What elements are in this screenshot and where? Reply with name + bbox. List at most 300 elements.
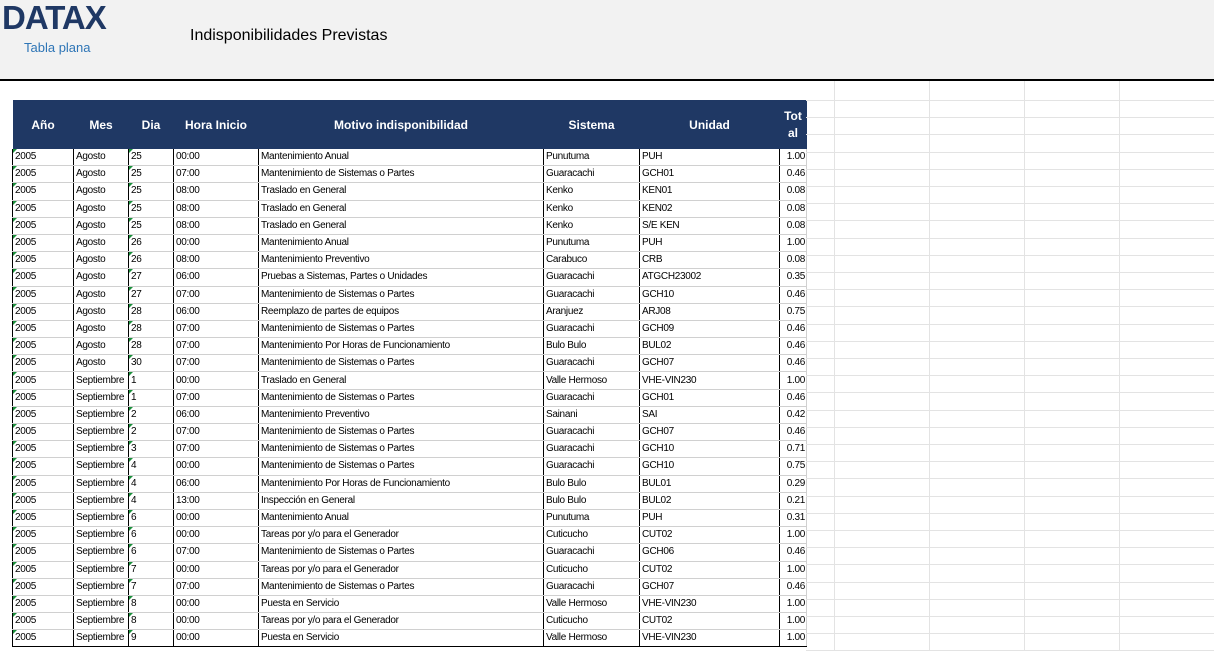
- table-row[interactable]: [13, 475, 807, 492]
- cell-start-time[interactable]: 00:00: [174, 149, 259, 166]
- cell-start-time[interactable]: 07:00: [174, 338, 259, 355]
- cell-reason[interactable]: Reemplazo de partes de equipos: [259, 303, 544, 320]
- cell-system[interactable]: Punutuma: [544, 149, 640, 166]
- cell-unit[interactable]: PUH: [640, 149, 780, 166]
- cell-month[interactable]: Agosto: [74, 303, 129, 320]
- cell-start-time[interactable]: 07:00: [174, 389, 259, 406]
- table-row[interactable]: [13, 200, 807, 217]
- cell-start-time[interactable]: 00:00: [174, 561, 259, 578]
- cell-year[interactable]: 2005: [13, 406, 74, 423]
- cell-total[interactable]: 0.46: [780, 578, 807, 595]
- gridline: [1024, 81, 1025, 651]
- cell-month[interactable]: Agosto: [74, 217, 129, 234]
- cell-day[interactable]: 25: [129, 166, 174, 183]
- cell-system[interactable]: Aranjuez: [544, 303, 640, 320]
- cell-month[interactable]: Septiembre: [74, 595, 129, 612]
- cell-system[interactable]: Valle Hermoso: [544, 595, 640, 612]
- cell-reason[interactable]: Mantenimiento Por Horas de Funcionamiento: [259, 475, 544, 492]
- table-row[interactable]: [13, 166, 807, 183]
- cell-start-time[interactable]: 00:00: [174, 458, 259, 475]
- cell-reason[interactable]: Mantenimiento Anual: [259, 234, 544, 251]
- cell-unit[interactable]: VHE-VIN230: [640, 595, 780, 612]
- cell-month[interactable]: Septiembre: [74, 544, 129, 561]
- cell-month[interactable]: Agosto: [74, 320, 129, 337]
- cell-system[interactable]: Kenko: [544, 217, 640, 234]
- cell-reason[interactable]: Mantenimiento de Sistemas o Partes: [259, 424, 544, 441]
- table-row[interactable]: [13, 406, 807, 423]
- cell-year[interactable]: 2005: [13, 149, 74, 166]
- cell-month[interactable]: Agosto: [74, 183, 129, 200]
- cell-start-time[interactable]: 07:00: [174, 578, 259, 595]
- cell-system[interactable]: Cuticucho: [544, 561, 640, 578]
- cell-reason[interactable]: Mantenimiento Preventivo: [259, 406, 544, 423]
- cell-system[interactable]: Cuticucho: [544, 527, 640, 544]
- cell-month[interactable]: Agosto: [74, 252, 129, 269]
- table-row[interactable]: [13, 234, 807, 251]
- cell-unit[interactable]: GCH09: [640, 320, 780, 337]
- cell-start-time[interactable]: 13:00: [174, 492, 259, 509]
- gridline: [806, 117, 1214, 118]
- cell-system[interactable]: Guaracachi: [544, 578, 640, 595]
- cell-day[interactable]: 6: [129, 527, 174, 544]
- cell-year[interactable]: 2005: [13, 338, 74, 355]
- cell-year[interactable]: 2005: [13, 458, 74, 475]
- table-row[interactable]: [13, 424, 807, 441]
- cell-day[interactable]: 25: [129, 200, 174, 217]
- cell-reason[interactable]: Mantenimiento de Sistemas o Partes: [259, 544, 544, 561]
- cell-day[interactable]: 3: [129, 441, 174, 458]
- cell-system[interactable]: Guaracachi: [544, 355, 640, 372]
- table-row[interactable]: [13, 544, 807, 561]
- cell-unit[interactable]: VHE-VIN230: [640, 372, 780, 389]
- cell-month[interactable]: Septiembre: [74, 527, 129, 544]
- cell-month[interactable]: Agosto: [74, 234, 129, 251]
- cell-system[interactable]: Valle Hermoso: [544, 630, 640, 647]
- cell-unit[interactable]: KEN01: [640, 183, 780, 200]
- gridline: [806, 134, 1214, 135]
- cell-start-time[interactable]: 08:00: [174, 183, 259, 200]
- cell-system[interactable]: Valle Hermoso: [544, 372, 640, 389]
- cell-day[interactable]: 27: [129, 269, 174, 286]
- cell-year[interactable]: 2005: [13, 595, 74, 612]
- table-row[interactable]: [13, 303, 807, 320]
- cell-total[interactable]: 0.46: [780, 320, 807, 337]
- cell-system[interactable]: Sainani: [544, 406, 640, 423]
- cell-reason[interactable]: Mantenimiento de Sistemas o Partes: [259, 166, 544, 183]
- cell-year[interactable]: 2005: [13, 269, 74, 286]
- cell-unit[interactable]: CUT02: [640, 527, 780, 544]
- gridline: [806, 186, 1214, 187]
- cell-unit[interactable]: BUL02: [640, 338, 780, 355]
- col-header-reason[interactable]: Motivo indisponibilidad: [259, 100, 544, 149]
- table-row[interactable]: [13, 149, 807, 166]
- cell-reason[interactable]: Mantenimiento Anual: [259, 149, 544, 166]
- table-row[interactable]: [13, 372, 807, 389]
- table-row[interactable]: [13, 269, 807, 286]
- cell-day[interactable]: 2: [129, 406, 174, 423]
- cell-total[interactable]: 0.75: [780, 458, 807, 475]
- gridline: [806, 306, 1214, 307]
- cell-total[interactable]: 0.71: [780, 441, 807, 458]
- gridline: [806, 461, 1214, 462]
- table-row[interactable]: [13, 441, 807, 458]
- cell-reason[interactable]: Inspección en General: [259, 492, 544, 509]
- cell-year[interactable]: 2005: [13, 441, 74, 458]
- spreadsheet-area: [0, 81, 1214, 651]
- cell-system[interactable]: Guaracachi: [544, 286, 640, 303]
- cell-unit[interactable]: BUL02: [640, 492, 780, 509]
- col-header-month[interactable]: Mes: [74, 100, 129, 149]
- gridline: [806, 564, 1214, 565]
- gridline: [806, 530, 1214, 531]
- cell-system[interactable]: Bulo Bulo: [544, 475, 640, 492]
- cell-total[interactable]: 0.46: [780, 286, 807, 303]
- table-row[interactable]: [13, 527, 807, 544]
- cell-reason[interactable]: Mantenimiento de Sistemas o Partes: [259, 389, 544, 406]
- cell-year[interactable]: 2005: [13, 389, 74, 406]
- cell-system[interactable]: Guaracachi: [544, 166, 640, 183]
- cell-year[interactable]: 2005: [13, 183, 74, 200]
- cell-day[interactable]: 27: [129, 286, 174, 303]
- cell-unit[interactable]: ARJ08: [640, 303, 780, 320]
- cell-unit[interactable]: GCH07: [640, 424, 780, 441]
- cell-start-time[interactable]: 00:00: [174, 234, 259, 251]
- cell-year[interactable]: 2005: [13, 630, 74, 647]
- cell-day[interactable]: 26: [129, 252, 174, 269]
- cell-total[interactable]: 1.00: [780, 372, 807, 389]
- cell-system[interactable]: Guaracachi: [544, 458, 640, 475]
- cell-start-time[interactable]: 07:00: [174, 166, 259, 183]
- cell-start-time[interactable]: 06:00: [174, 269, 259, 286]
- table-row[interactable]: [13, 389, 807, 406]
- gridline: [806, 427, 1214, 428]
- col-header-total-line2: al: [787, 125, 798, 140]
- cell-unit[interactable]: SAI: [640, 406, 780, 423]
- cell-system[interactable]: Kenko: [544, 200, 640, 217]
- table-row[interactable]: [13, 613, 807, 630]
- table-row[interactable]: [13, 561, 807, 578]
- cell-reason[interactable]: Mantenimiento de Sistemas o Partes: [259, 441, 544, 458]
- cell-reason[interactable]: Mantenimiento de Sistemas o Partes: [259, 355, 544, 372]
- gridline: [806, 169, 1214, 170]
- table-row[interactable]: [13, 509, 807, 526]
- gridline: [806, 547, 1214, 548]
- cell-total[interactable]: 0.35: [780, 269, 807, 286]
- cell-reason[interactable]: Mantenimiento de Sistemas o Partes: [259, 320, 544, 337]
- cell-month[interactable]: Agosto: [74, 149, 129, 166]
- gridline: [806, 238, 1214, 239]
- cell-reason[interactable]: Tareas por y/o para el Generador: [259, 613, 544, 630]
- cell-year[interactable]: 2005: [13, 578, 74, 595]
- cell-reason[interactable]: Puesta en Servicio: [259, 630, 544, 647]
- table-row[interactable]: [13, 355, 807, 372]
- gridline: [806, 341, 1214, 342]
- cell-day[interactable]: 4: [129, 458, 174, 475]
- gridline: [806, 203, 1214, 204]
- cell-start-time[interactable]: 08:00: [174, 217, 259, 234]
- cell-day[interactable]: 2: [129, 424, 174, 441]
- cell-start-time[interactable]: 07:00: [174, 441, 259, 458]
- col-header-total[interactable]: [780, 100, 807, 149]
- cell-unit[interactable]: GCH06: [640, 544, 780, 561]
- cell-reason[interactable]: Traslado en General: [259, 372, 544, 389]
- cell-system[interactable]: Guaracachi: [544, 544, 640, 561]
- cell-system[interactable]: Guaracachi: [544, 424, 640, 441]
- cell-system[interactable]: Guaracachi: [544, 269, 640, 286]
- cell-start-time[interactable]: 08:00: [174, 200, 259, 217]
- cell-month[interactable]: Agosto: [74, 286, 129, 303]
- gridline: [806, 272, 1214, 273]
- cell-day[interactable]: 6: [129, 544, 174, 561]
- table-row[interactable]: [13, 286, 807, 303]
- cell-month[interactable]: Septiembre: [74, 406, 129, 423]
- cell-year[interactable]: 2005: [13, 613, 74, 630]
- cell-day[interactable]: 9: [129, 630, 174, 647]
- cell-year[interactable]: 2005: [13, 217, 74, 234]
- cell-system[interactable]: Guaracachi: [544, 389, 640, 406]
- cell-month[interactable]: Agosto: [74, 200, 129, 217]
- cell-month[interactable]: Septiembre: [74, 441, 129, 458]
- cell-day[interactable]: 28: [129, 303, 174, 320]
- cell-total[interactable]: 0.46: [780, 338, 807, 355]
- col-header-start-time[interactable]: Hora Inicio: [174, 100, 259, 149]
- cell-start-time[interactable]: 07:00: [174, 544, 259, 561]
- gridline: [806, 324, 1214, 325]
- gridline: [806, 496, 1214, 497]
- cell-day[interactable]: 30: [129, 355, 174, 372]
- table-row[interactable]: [13, 630, 807, 647]
- cell-year[interactable]: 2005: [13, 561, 74, 578]
- gridline: [806, 375, 1214, 376]
- cell-unit[interactable]: GCH07: [640, 578, 780, 595]
- col-header-day[interactable]: Dia: [129, 100, 174, 149]
- cell-system[interactable]: Kenko: [544, 183, 640, 200]
- cell-reason[interactable]: Traslado en General: [259, 183, 544, 200]
- cell-day[interactable]: 25: [129, 183, 174, 200]
- table-row[interactable]: [13, 458, 807, 475]
- cell-reason[interactable]: Puesta en Servicio: [259, 595, 544, 612]
- cell-reason[interactable]: Mantenimiento Por Horas de Funcionamiento: [259, 338, 544, 355]
- cell-total[interactable]: 0.29: [780, 475, 807, 492]
- cell-total[interactable]: 0.75: [780, 303, 807, 320]
- cell-day[interactable]: 1: [129, 389, 174, 406]
- cell-day[interactable]: 25: [129, 149, 174, 166]
- gridline: [806, 100, 1214, 101]
- cell-month[interactable]: Septiembre: [74, 578, 129, 595]
- cell-year[interactable]: 2005: [13, 355, 74, 372]
- cell-total[interactable]: 1.00: [780, 234, 807, 251]
- cell-start-time[interactable]: 07:00: [174, 320, 259, 337]
- cell-system[interactable]: Cuticucho: [544, 613, 640, 630]
- cell-total[interactable]: 0.31: [780, 509, 807, 526]
- cell-total[interactable]: 0.08: [780, 217, 807, 234]
- cell-total[interactable]: 0.08: [780, 183, 807, 200]
- cell-month[interactable]: Agosto: [74, 355, 129, 372]
- cell-unit[interactable]: CUT02: [640, 613, 780, 630]
- table-row[interactable]: [13, 595, 807, 612]
- cell-unit[interactable]: PUH: [640, 234, 780, 251]
- table-row[interactable]: [13, 338, 807, 355]
- cell-total[interactable]: 0.08: [780, 252, 807, 269]
- cell-year[interactable]: 2005: [13, 320, 74, 337]
- cell-month[interactable]: Septiembre: [74, 509, 129, 526]
- cell-system[interactable]: Bulo Bulo: [544, 338, 640, 355]
- cell-year[interactable]: 2005: [13, 509, 74, 526]
- cell-reason[interactable]: Tareas por y/o para el Generador: [259, 561, 544, 578]
- cell-month[interactable]: Septiembre: [74, 492, 129, 509]
- cell-day[interactable]: 7: [129, 578, 174, 595]
- cell-year[interactable]: 2005: [13, 372, 74, 389]
- gridline: [929, 81, 930, 651]
- cell-start-time[interactable]: 00:00: [174, 509, 259, 526]
- cell-unit[interactable]: S/E KEN: [640, 217, 780, 234]
- cell-month[interactable]: Septiembre: [74, 475, 129, 492]
- cell-year[interactable]: 2005: [13, 424, 74, 441]
- report-header: [0, 0, 1214, 81]
- cell-year[interactable]: 2005: [13, 303, 74, 320]
- cell-reason[interactable]: Traslado en General: [259, 200, 544, 217]
- cell-day[interactable]: 1: [129, 372, 174, 389]
- cell-start-time[interactable]: 06:00: [174, 406, 259, 423]
- table-row[interactable]: [13, 252, 807, 269]
- cell-month[interactable]: Agosto: [74, 166, 129, 183]
- cell-reason[interactable]: Mantenimiento de Sistemas o Partes: [259, 458, 544, 475]
- table-row[interactable]: [13, 217, 807, 234]
- cell-month[interactable]: Septiembre: [74, 372, 129, 389]
- cell-total[interactable]: 0.46: [780, 166, 807, 183]
- col-header-system[interactable]: Sistema: [544, 100, 640, 149]
- cell-reason[interactable]: Mantenimiento de Sistemas o Partes: [259, 286, 544, 303]
- gridline: [806, 616, 1214, 617]
- col-header-total-line1: Tot: [784, 108, 802, 123]
- cell-month[interactable]: Septiembre: [74, 613, 129, 630]
- cell-unit[interactable]: ATGCH23002: [640, 269, 780, 286]
- cell-year[interactable]: 2005: [13, 286, 74, 303]
- cell-total[interactable]: 0.42: [780, 406, 807, 423]
- cell-system[interactable]: Bulo Bulo: [544, 492, 640, 509]
- cell-total[interactable]: 1.00: [780, 561, 807, 578]
- gridline: [806, 633, 1214, 634]
- cell-system[interactable]: Guaracachi: [544, 320, 640, 337]
- cell-reason[interactable]: Mantenimiento de Sistemas o Partes: [259, 578, 544, 595]
- cell-total[interactable]: 0.46: [780, 544, 807, 561]
- cell-year[interactable]: 2005: [13, 544, 74, 561]
- cell-start-time[interactable]: 06:00: [174, 475, 259, 492]
- cell-system[interactable]: Guaracachi: [544, 441, 640, 458]
- cell-month[interactable]: Septiembre: [74, 424, 129, 441]
- cell-total[interactable]: 0.46: [780, 355, 807, 372]
- cell-total[interactable]: 0.21: [780, 492, 807, 509]
- cell-unit[interactable]: GCH10: [640, 286, 780, 303]
- cell-month[interactable]: Agosto: [74, 269, 129, 286]
- cell-year[interactable]: 2005: [13, 475, 74, 492]
- cell-year[interactable]: 2005: [13, 166, 74, 183]
- cell-total[interactable]: 1.00: [780, 595, 807, 612]
- cell-unit[interactable]: BUL01: [640, 475, 780, 492]
- cell-start-time[interactable]: 06:00: [174, 303, 259, 320]
- cell-total[interactable]: 0.46: [780, 389, 807, 406]
- cell-unit[interactable]: GCH10: [640, 458, 780, 475]
- cell-unit[interactable]: GCH07: [640, 355, 780, 372]
- cell-year[interactable]: 2005: [13, 492, 74, 509]
- table-row[interactable]: [13, 578, 807, 595]
- cell-reason[interactable]: Traslado en General: [259, 217, 544, 234]
- gridline: [806, 444, 1214, 445]
- cell-day[interactable]: 28: [129, 320, 174, 337]
- cell-unit[interactable]: GCH10: [640, 441, 780, 458]
- cell-start-time[interactable]: 00:00: [174, 527, 259, 544]
- cell-unit[interactable]: CUT02: [640, 561, 780, 578]
- cell-total[interactable]: 0.46: [780, 424, 807, 441]
- cell-unit[interactable]: VHE-VIN230: [640, 630, 780, 647]
- cell-system[interactable]: Punutuma: [544, 234, 640, 251]
- cell-total[interactable]: 1.00: [780, 149, 807, 166]
- cell-reason[interactable]: Tareas por y/o para el Generador: [259, 527, 544, 544]
- table-row[interactable]: [13, 183, 807, 200]
- cell-day[interactable]: 26: [129, 234, 174, 251]
- cell-start-time[interactable]: 07:00: [174, 286, 259, 303]
- cell-day[interactable]: 4: [129, 475, 174, 492]
- cell-unit[interactable]: KEN02: [640, 200, 780, 217]
- cell-unit[interactable]: GCH01: [640, 389, 780, 406]
- cell-day[interactable]: 28: [129, 338, 174, 355]
- cell-system[interactable]: Carabuco: [544, 252, 640, 269]
- cell-day[interactable]: 25: [129, 217, 174, 234]
- cell-month[interactable]: Septiembre: [74, 458, 129, 475]
- cell-year[interactable]: 2005: [13, 527, 74, 544]
- cell-unit[interactable]: GCH01: [640, 166, 780, 183]
- cell-month[interactable]: Septiembre: [74, 561, 129, 578]
- page-title: Indisponibilidades Previstas: [190, 27, 388, 44]
- cell-system[interactable]: Punutuma: [544, 509, 640, 526]
- cell-month[interactable]: Agosto: [74, 338, 129, 355]
- cell-year[interactable]: 2005: [13, 252, 74, 269]
- cell-day[interactable]: 8: [129, 613, 174, 630]
- col-header-unit[interactable]: Unidad: [640, 100, 780, 149]
- cell-unit[interactable]: PUH: [640, 509, 780, 526]
- cell-day[interactable]: 4: [129, 492, 174, 509]
- cell-month[interactable]: Septiembre: [74, 630, 129, 647]
- cell-total[interactable]: 0.08: [780, 200, 807, 217]
- cell-month[interactable]: Septiembre: [74, 389, 129, 406]
- cell-year[interactable]: 2005: [13, 200, 74, 217]
- cell-day[interactable]: 8: [129, 595, 174, 612]
- cell-year[interactable]: 2005: [13, 234, 74, 251]
- cell-total[interactable]: 1.00: [780, 630, 807, 647]
- cell-start-time[interactable]: 00:00: [174, 613, 259, 630]
- gridline: [806, 255, 1214, 256]
- col-header-year[interactable]: Año: [13, 100, 74, 149]
- cell-reason[interactable]: Mantenimiento Anual: [259, 509, 544, 526]
- cell-start-time[interactable]: 08:00: [174, 252, 259, 269]
- cell-reason[interactable]: Pruebas a Sistemas, Partes o Unidades: [259, 269, 544, 286]
- cell-day[interactable]: 6: [129, 509, 174, 526]
- table-row[interactable]: [13, 320, 807, 337]
- cell-start-time[interactable]: 07:00: [174, 424, 259, 441]
- cell-total[interactable]: 1.00: [780, 613, 807, 630]
- cell-start-time[interactable]: 00:00: [174, 372, 259, 389]
- cell-start-time[interactable]: 00:00: [174, 630, 259, 647]
- cell-total[interactable]: 1.00: [780, 527, 807, 544]
- gridline: [806, 289, 1214, 290]
- cell-reason[interactable]: Mantenimiento Preventivo: [259, 252, 544, 269]
- cell-unit[interactable]: CRB: [640, 252, 780, 269]
- gridline: [834, 81, 835, 651]
- cell-start-time[interactable]: 07:00: [174, 355, 259, 372]
- cell-day[interactable]: 7: [129, 561, 174, 578]
- table-row[interactable]: [13, 492, 807, 509]
- cell-start-time[interactable]: 00:00: [174, 595, 259, 612]
